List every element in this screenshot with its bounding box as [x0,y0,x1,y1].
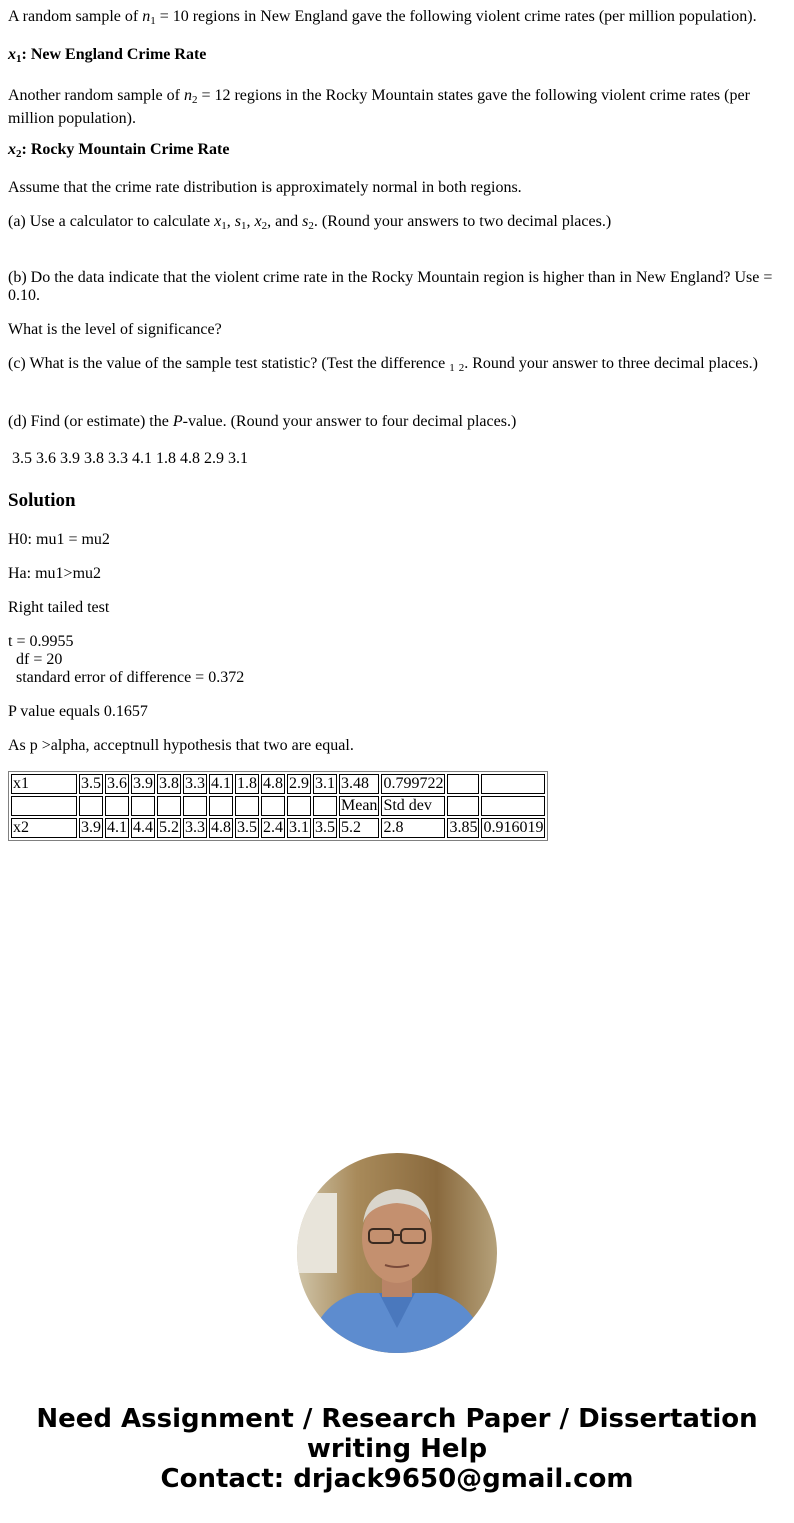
subscript: 2 [16,148,22,160]
table-row [11,796,545,816]
null-hypothesis: H0: mu1 = mu2 [8,531,110,548]
table-cell [287,796,311,816]
solution-heading: Solution [8,490,76,511]
table-cell [313,796,337,816]
text: , and [267,213,303,230]
text: . (Round your answers to two decimal places.) [313,213,612,230]
var-p: P [172,413,183,430]
conclusion: As p >alpha, acceptnull hypothesis that two are equal. [8,737,354,754]
subscript: 1 [221,220,227,232]
text: . Round your answer to three decimal places.) [464,355,758,372]
heading-x1 [8,46,786,64]
table-cell: x2 [11,818,77,838]
author-photo [297,1153,497,1353]
table-cell: 3.8 [159,775,179,792]
table-cell: 3.9 [133,775,153,792]
table-cell: 4.8 [211,819,231,836]
table-row [11,818,545,838]
table-cell: 3.6 [107,775,127,792]
table-cell: x1 [11,774,77,794]
subscript: 2 [308,220,314,232]
table-cell [131,796,155,816]
table-cell: 4.4 [133,819,153,836]
footer-line-2: writing Help [306,1434,488,1464]
table-cell: 3.48 [339,774,379,794]
subscript: 1 [449,362,455,374]
text: : Rocky Mountain Crime Rate [21,141,230,158]
alt-hypothesis: Ha: mu1>mu2 [8,565,102,582]
promo-footer [0,1404,794,1494]
var-x: x [8,46,16,63]
table-cell: 3.5 [315,819,335,836]
text: (c) What is the value of the sample test statistic? (Test the difference [8,355,450,372]
text: A random sample of [8,8,143,25]
data-values-line: 3.5 3.6 3.9 3.8 3.3 4.1 1.8 4.8 2.9 3.1 [8,450,248,467]
intro-paragraph-1 [8,8,786,26]
var: s [302,213,309,230]
table-cell [447,774,479,794]
var-n: n [142,8,151,25]
text: (d) Find (or estimate) the [8,413,173,430]
table-cell [481,774,545,794]
table-cell: 2.4 [263,819,283,836]
footer-line-1: Need Assignment / Research Paper / Dissertation [36,1404,758,1434]
subscript: 1 [16,53,22,65]
table-cell: 2.9 [289,775,309,792]
subscript: 2 [261,220,268,232]
text: -value. (Round your answer to four decimal places.) [182,413,517,430]
table-cell: 1.8 [237,775,257,792]
var: s [234,213,241,230]
table-cell: 4.8 [263,775,283,792]
p-value: P value equals 0.1657 [8,703,148,720]
table-cell: 3.5 [81,775,101,792]
question-d [8,413,786,431]
author-photo-image [297,1153,497,1353]
question-b-significance: What is the level of significance? [8,321,222,338]
table-cell [481,796,545,816]
table-cell: 3.3 [185,819,205,836]
text: Another random sample of [8,87,184,104]
table-cell [209,796,233,816]
table-cell: 4.1 [107,819,127,836]
text: = 12 regions in the Rocky Mountain states gave the following violent crime rates (per million population). [8,87,750,127]
test-type: Right tailed test [8,599,110,616]
table-cell: 3.1 [315,775,335,792]
table-cell: 4.1 [211,775,231,792]
intro-paragraph-2 [8,84,786,130]
table-cell [157,796,181,816]
table-cell: Mean [341,797,378,814]
table-cell [183,796,207,816]
subscript: 2 [191,94,198,106]
degrees-of-freedom: df = 20 [16,651,63,668]
var: x [214,213,222,230]
question-c [8,355,786,373]
t-statistic: t = 0.9955 [8,633,74,650]
table-cell: 2.8 [381,818,445,838]
subscript: 1 [240,220,247,232]
text: , [226,213,235,230]
table-cell: 5.2 [339,818,379,838]
question-a [8,213,786,231]
subscript: 1 [150,15,156,27]
text: : New England Crime Rate [21,46,207,63]
heading-x2 [8,141,786,159]
table-cell: Std dev [381,796,445,816]
var-n: n [183,87,192,104]
data-table [8,771,548,841]
var: x [254,213,262,230]
var-x: x [8,141,16,158]
table-cell: 0.916019 [483,819,544,836]
table-cell: 3.85 [449,819,478,836]
text: = 10 regions in New England gave the following violent crime rates (per million population). [155,8,757,25]
table-cell: 3.1 [289,819,309,836]
text: (a) Use a calculator to calculate [8,213,215,230]
table-cell [11,796,77,816]
subscript: 2 [458,362,465,374]
standard-error: standard error of difference = 0.372 [16,669,245,686]
table-cell: 5.2 [159,819,179,836]
table-cell: 3.3 [185,775,205,792]
table-cell [79,796,103,816]
assumption-paragraph: Assume that the crime rate distribution is approximately normal in both regions. [8,179,522,196]
table-cell [105,796,129,816]
table-row [11,774,545,794]
text: , [246,213,255,230]
footer-contact: Contact: drjack9650@gmail.com [160,1464,634,1494]
table-cell [447,796,479,816]
question-b: (b) Do the data indicate that the violent crime rate in the Rocky Mountain region is higher than in New England? Use = 0.10. [8,269,773,304]
table-cell [261,796,285,816]
table-cell [235,796,259,816]
table-cell: 3.9 [81,819,101,836]
table-cell: 0.799722 [383,775,444,792]
table-cell: 3.5 [237,819,257,836]
data-table-body [11,774,545,838]
